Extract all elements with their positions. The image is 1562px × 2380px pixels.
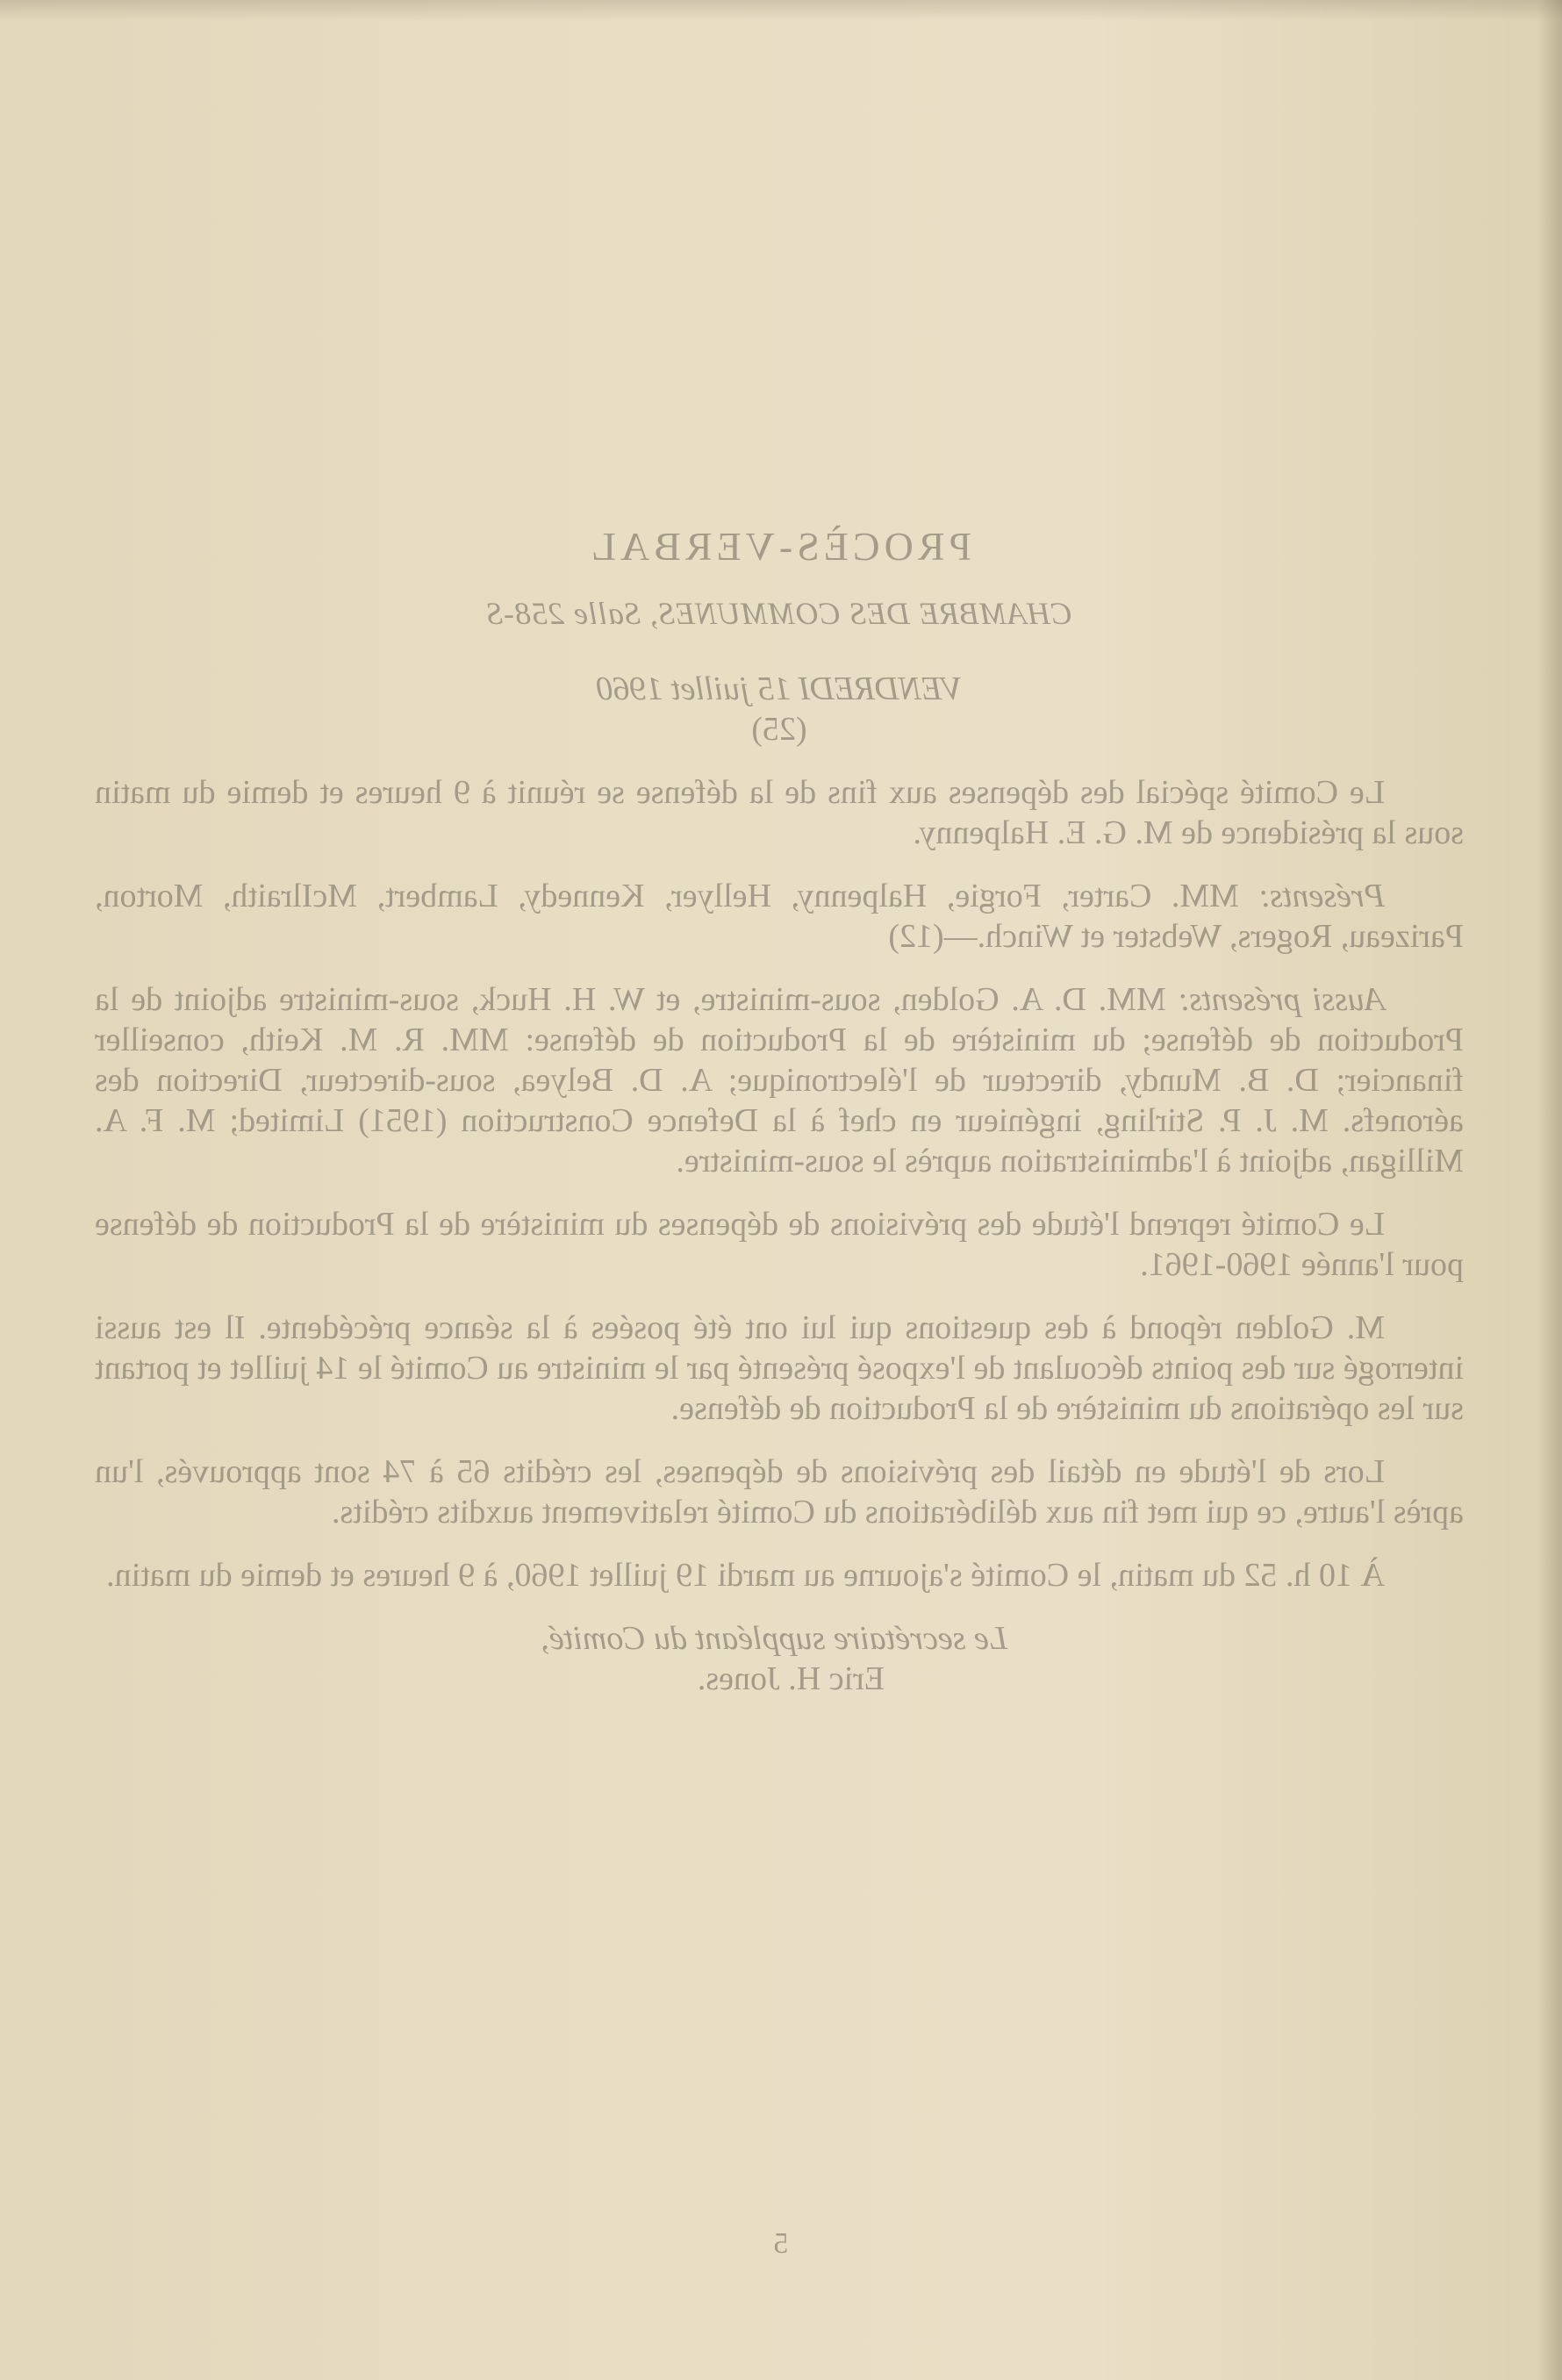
paragraph-text: Le Comité spécial des dépenses aux fins de la défense se réunit à 9 heures et demie du matin sous la présidence de M. G. E. Halpenny. [95,774,1464,851]
paragraph-text: Le Comité reprend l'étude des prévisions de dépenses du ministère de la Production de défense pour l'année 1960-1961. [95,1206,1464,1283]
paragraph-text: MM. Carter, Forgie, Halpenny, Hellyer, Kennedy, Lambert, McIlraith, Morton, Parizeau, Rogers, Webster et Winch.—(12) [95,878,1464,955]
meeting-location: CHAMBRE DES COMMUNES, Salle 258-S [486,596,1072,631]
document-title: PROCÈS-VERBAL [586,524,972,569]
paragraph-also-present [95,979,1464,1181]
sitting-number: (25) [751,711,807,748]
paragraph-label: Aussi présents: [1178,981,1385,1018]
paragraph-text: Lors de l'étude en détail des prévisions de dépenses, les crédits 65 à 74 sont approuvés, l'un après l'autre, ce qui met fin aux délibérations du Comité relativement auxdits crédits. [95,1453,1464,1531]
paragraph-text: À 10 h. 52 du matin, le Comité s'ajourne au mardi 19 juillet 1960, à 9 heures et demie du matin. [106,1557,1385,1594]
paragraph-label: Présents: [1258,878,1385,914]
paragraph-text: MM. D. A. Golden, sous-ministre, et W. H. Huck, sous-ministre adjoint de la Production de défense; du ministère de la Production de défense: MM. R. M. Keith, conseiller financier; D. B. Mundy, directeur de l'électronique; A. D. Belyea, sous-directeur, Direction des aéronefs. M. J. P. Stirling, ingénieur en chef à la Defence Construction (1951) Limited; M. F. A. Milligan, adjoint à l'administration auprès le sous-ministre. [94,981,1464,1179]
page-number: 5 [773,2227,789,2260]
paragraph-votes [95,1452,1464,1532]
signature-name: Eric H. Jones. [697,1660,885,1697]
paragraph-opening [95,772,1464,853]
paragraph-text: M. Golden répond à des questions qui lui ont été posées à la séance précédente. Il est aussi interrogé sur des points découlant de l'exposé présenté par le ministre au Comité le 14 juillet et portant sur les opérations du ministère de la Production de défense. [95,1309,1464,1427]
meeting-date: VENDREDI 15 juillet 1960 [596,670,963,707]
signature-title: Le secrétaire suppléant du Comité, [541,1620,1007,1657]
paragraph-questions [95,1308,1464,1429]
paragraph-members-present [95,876,1464,957]
paragraph-adjournment [95,1555,1464,1595]
minutes-body [94,524,1464,1699]
paragraph-estimates [95,1204,1464,1285]
